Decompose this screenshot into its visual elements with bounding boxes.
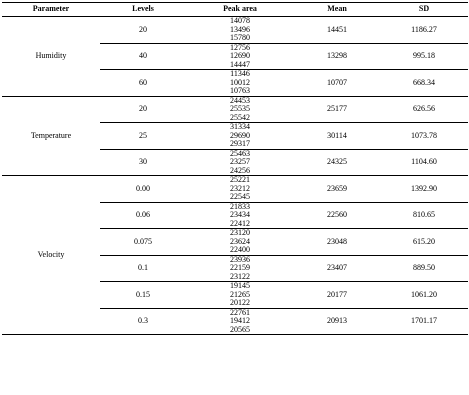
peak-value: 12756 [230,42,250,52]
results-table [2,2,468,335]
sd-cell: 668.34 [380,70,468,97]
sd-cell: 1104.60 [380,149,468,176]
peak-value: 22761 [230,307,250,317]
peak-value: 19412 [230,316,250,325]
peak-value: 25542 [230,112,250,122]
peak-value: 19145 [230,281,250,290]
table-row [2,96,468,123]
peak-value: 15780 [230,33,250,42]
peak-area-cell [186,255,294,282]
peak-value: 22545 [230,192,250,201]
header-levels: Levels [100,3,186,17]
peak-value: 25221 [230,175,250,184]
mean-cell: 24325 [294,149,380,176]
level-cell: 0.3 [100,308,186,335]
peak-value: 23212 [230,183,250,193]
table-row [2,176,468,203]
peak-value: 29317 [230,139,250,148]
peak-area-cell [186,149,294,176]
parameter-cell: Humidity [2,17,100,97]
mean-cell: 13298 [294,43,380,70]
peak-value: 25463 [230,148,250,158]
mean-cell: 14451 [294,17,380,44]
peak-area-cell [186,70,294,97]
level-cell: 0.1 [100,255,186,282]
peak-value: 24453 [230,95,250,105]
header-sd: SD [380,3,468,17]
level-cell: 25 [100,123,186,150]
peak-area-cell [186,229,294,256]
peak-value: 24256 [230,165,250,175]
peak-value: 10763 [230,86,250,95]
peak-value: 25535 [230,104,250,113]
peak-value: 20565 [230,324,250,334]
mean-cell: 23659 [294,176,380,203]
peak-value: 12690 [230,51,250,60]
peak-value: 23624 [230,236,250,246]
level-cell: 40 [100,43,186,70]
peak-value: 20122 [230,298,250,307]
peak-value: 14078 [230,16,250,25]
level-cell: 0.15 [100,282,186,309]
mean-cell: 20177 [294,282,380,309]
peak-area-cell [186,176,294,203]
peak-value: 22412 [230,218,250,228]
level-cell: 60 [100,70,186,97]
peak-value: 29690 [230,130,250,140]
level-cell: 0.075 [100,229,186,256]
level-cell: 0.06 [100,202,186,229]
peak-area-cell [186,17,294,44]
peak-area-cell [186,123,294,150]
peak-value: 10012 [230,77,250,87]
sd-cell: 1073.78 [380,123,468,150]
mean-cell: 30114 [294,123,380,150]
parameter-cell: Temperature [2,96,100,176]
parameter-cell: Velocity [2,176,100,335]
level-cell: 30 [100,149,186,176]
level-cell: 0.00 [100,176,186,203]
peak-value: 22159 [230,263,250,272]
mean-cell: 22560 [294,202,380,229]
header-mean: Mean [294,3,380,17]
sd-cell: 626.56 [380,96,468,123]
level-cell: 20 [100,17,186,44]
peak-value: 31334 [230,122,250,131]
header-peak-area: Peak area [186,3,294,17]
header-row [2,3,468,17]
sd-cell: 1061.20 [380,282,468,309]
peak-value: 23120 [230,228,250,237]
mean-cell: 25177 [294,96,380,123]
peak-value: 14447 [230,59,250,69]
peak-value: 23434 [230,210,250,219]
header-parameter: Parameter [2,3,100,17]
group-1 [2,96,468,176]
peak-area-cell [186,202,294,229]
mean-cell: 23407 [294,255,380,282]
peak-area-cell [186,308,294,335]
peak-area-cell [186,282,294,309]
mean-cell: 10707 [294,70,380,97]
peak-value: 21265 [230,289,250,299]
sd-cell: 810.65 [380,202,468,229]
peak-value: 23257 [230,157,250,166]
table-row [2,17,468,44]
peak-value: 22400 [230,245,250,254]
sd-cell: 995.18 [380,43,468,70]
peak-area-cell [186,43,294,70]
peak-value: 21833 [230,201,250,211]
group-0 [2,17,468,97]
sd-cell: 615.20 [380,229,468,256]
sd-cell: 889.50 [380,255,468,282]
sd-cell: 1186.27 [380,17,468,44]
group-2 [2,176,468,335]
mean-cell: 23048 [294,229,380,256]
peak-value: 11346 [230,69,250,78]
peak-value: 13496 [230,24,250,34]
peak-value: 23122 [230,271,250,281]
sd-cell: 1701.17 [380,308,468,335]
peak-value: 23936 [230,254,250,264]
peak-area-cell [186,96,294,123]
level-cell: 20 [100,96,186,123]
mean-cell: 20913 [294,308,380,335]
sd-cell: 1392.90 [380,176,468,203]
